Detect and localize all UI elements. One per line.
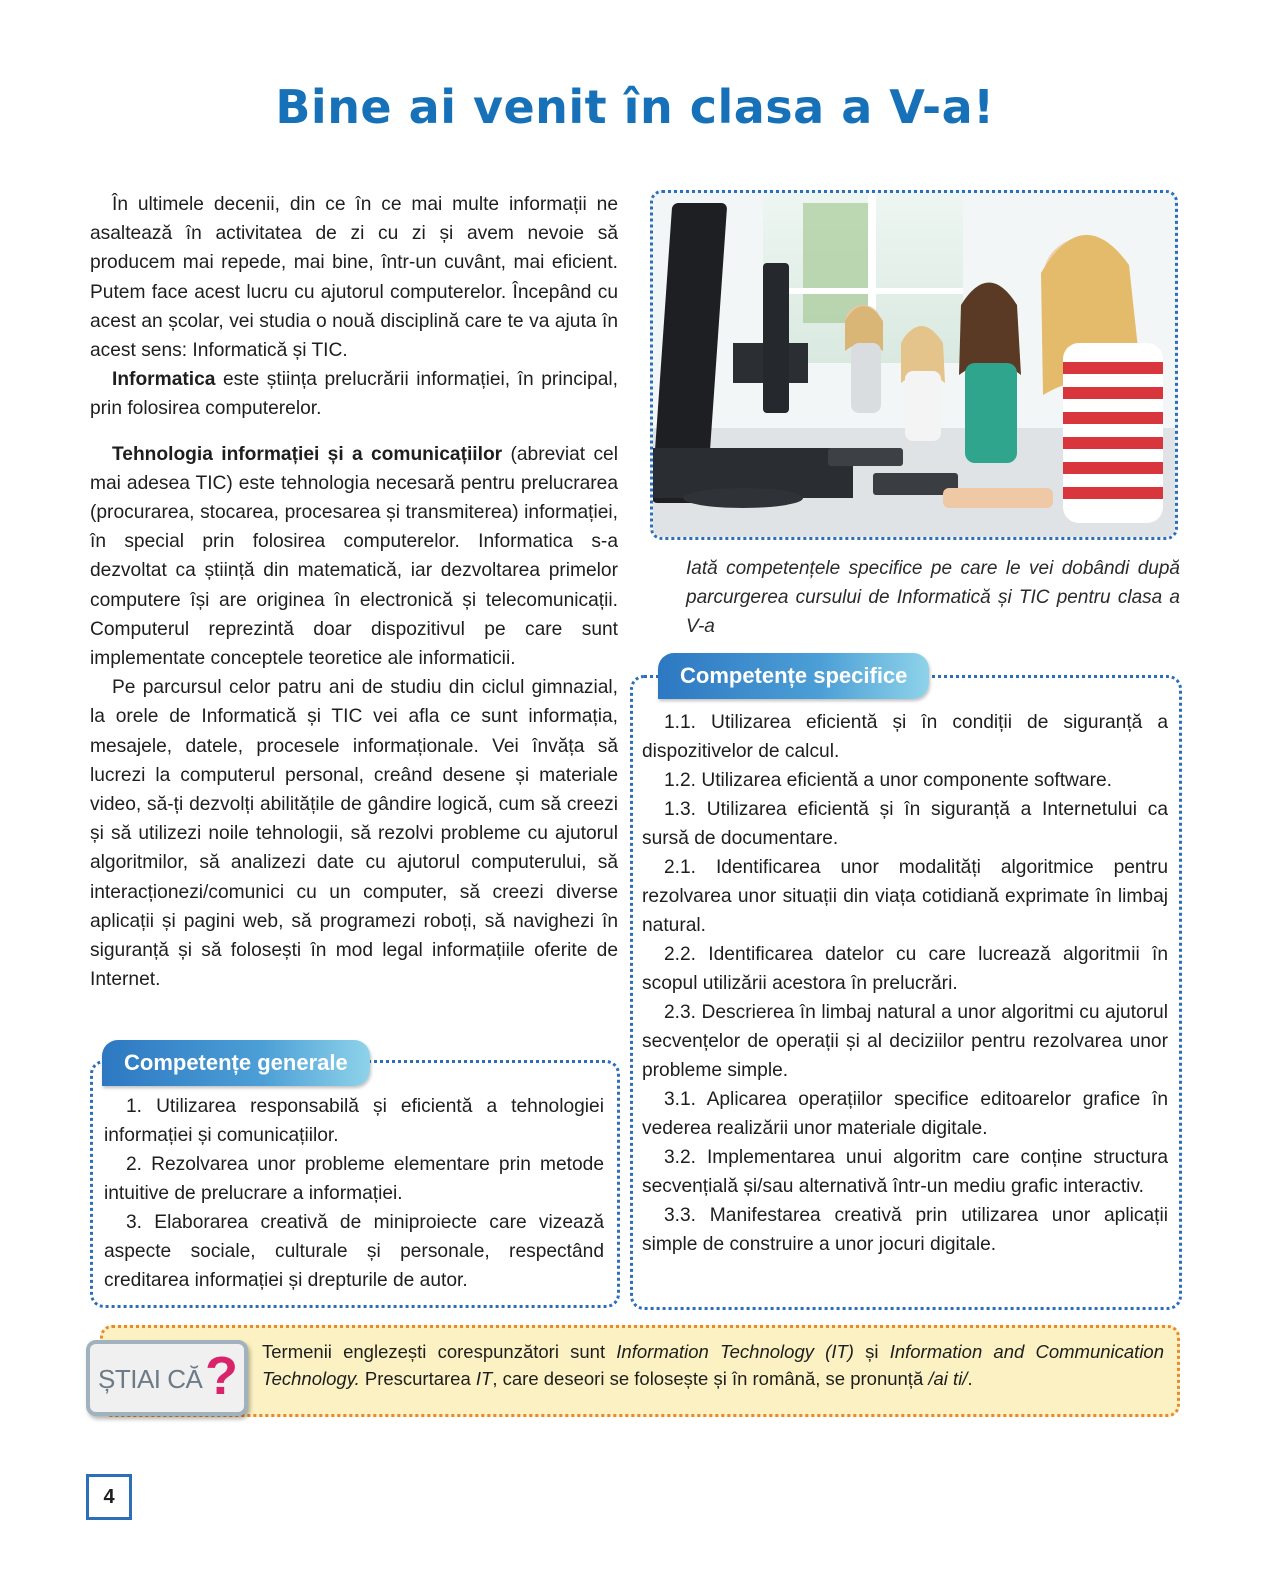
badge-label: ȘTIAI CĂ [98,1364,203,1394]
list-item: 3.1. Aplicarea operațiilor specifice editoarelor grafice în vederea realizării unor materiale digitale. [642,1089,1168,1139]
intro-paragraph-4: Pe parcursul celor patru ani de studiu din ciclul gimnazial, la orele de Informatică și TIC vei afla ce sunt informația, mesajele, datele, procesele informaționale. Vei învăța să lucrezi la computerul personal, creând desene și materiale video, să-ți dezvolți abilitățile de gândire logică, cum să creezi și să utilizezi noile tehnologii, să rezolvi probleme cu ajutorul algoritmilor, să analizezi date cu ajutorul computerului, să interacționezi/comunici cu un computer, să creezi diverse aplicații și pagini web, să programezi roboți, să navighezi în siguranță și să folosești în mod legal informațiile oferite de Internet. [90,677,618,991]
list-item: 1.1. Utilizarea eficientă și în condiții de siguranță a dispozitivelor de calcul. [642,712,1168,762]
intro-paragraph-2 [90,365,618,423]
specific-competencies-list [642,708,1168,1259]
intro-paragraph-3 [90,440,618,674]
intro-paragraph-1: În ultimele decenii, din ce în ce mai multe informații ne asaltează în activitatea de zi cu zi și avem nevoie să producem mai repede, mai bine, într-un cuvânt, mai eficient. Putem face acest lucru cu ajutorul computerelor. Începând cu acest an școlar, vei studia o nouă disciplină care te va ajuta în acest sens: Informatică și TIC. [90,194,618,362]
list-item: 1.3. Utilizarea eficientă și în siguranță a Internetului ca sursă de documentare. [642,799,1168,849]
specific-competencies-heading: Competențe specifice [658,653,929,699]
definition-tic: (abreviat cel mai adesea TIC) este tehnologia necesară pentru prelucrarea (procurarea, stocarea, procesarea și transmiterea) informației, în special prin folosirea computerelor. Informatica s-a dezvoltat ca știință din matematică, iar dezvoltarea primelor computere își are originea în electronică și telecomunicații. Computerul reprezintă doar dispozitivul pe care sunt implementate conceptele teoretice ale informaticii. [90,443,618,670]
list-item: 3.2. Implementarea unui algoritm care conține structura secvențială și/sau alternativă într-un mediu grafic interactiv. [642,1147,1168,1197]
list-item: 2.1. Identificarea unor modalități algoritmice pentru rezolvarea unor situații din viața cotidiană exprimate în limbaj natural. [642,857,1168,936]
page-title: Bine ai venit în clasa a V-a! [275,80,995,134]
note-text: și [853,1341,890,1362]
list-item: 3. Elaborarea creativă de miniproiecte care vizează aspecte sociale, culturale și personale, respectând creditarea informației și drepturile de autor. [104,1212,604,1291]
note-text: Termenii englezești corespunzători sunt [262,1341,617,1362]
list-item: 3.3. Manifestarea creativă prin utilizarea unor aplicații simple de construire a unor jocuri digitale. [642,1205,1168,1255]
definition-informatica: este știința prelucrării informației, în principal, prin folosirea computerelor. [90,369,618,420]
term-informatica: Informatica [112,369,216,391]
did-you-know-text [262,1338,1164,1392]
list-item: 1.2. Utilizarea eficientă a unor componente software. [664,770,1112,791]
list-item: 2. Rezolvarea unor probleme elementare prin metode intuitive de prelucrare a informației. [104,1154,604,1204]
classroom-photo [650,190,1178,540]
question-mark-icon: ? [205,1346,238,1406]
note-term: Information and Communication Technology. [262,1341,1165,1389]
list-item: 1. Utilizarea responsabilă și eficientă a tehnologiei informației și comunicațiilor. [104,1096,604,1146]
note-text: Prescurtarea [359,1368,476,1389]
competencies-caption: Iată competențele specifice pe care le vei dobândi după parcurgerea cursului de Informatică și TIC pentru clasa a V-a [686,558,1180,637]
general-competencies-list [104,1092,604,1295]
classroom-illustration [653,193,1175,537]
note-pronunciation: /ai ti/ [928,1368,968,1389]
term-tic: Tehnologia informației și a comunicațiilor [112,443,503,465]
note-term: Information Technology (IT) [616,1341,854,1362]
note-text: , care deseori se folosește și în română, se pronunță [492,1368,929,1389]
intro-text [90,190,618,994]
list-item: 2.3. Descrierea în limbaj natural a unor algoritmi cu ajutorul secvențelor de operații și al deciziilor pentru rezolvarea unor probleme simple. [642,1002,1168,1081]
note-text: . [967,1368,973,1389]
list-item: 2.2. Identificarea datelor cu care lucrează algoritmii în scopul utilizării acestora în prelucrări. [642,944,1168,994]
did-you-know-badge [86,1340,248,1416]
general-competencies-heading: Competențe generale [102,1040,370,1086]
note-term: IT [475,1368,493,1389]
page-number: 4 [86,1474,132,1520]
